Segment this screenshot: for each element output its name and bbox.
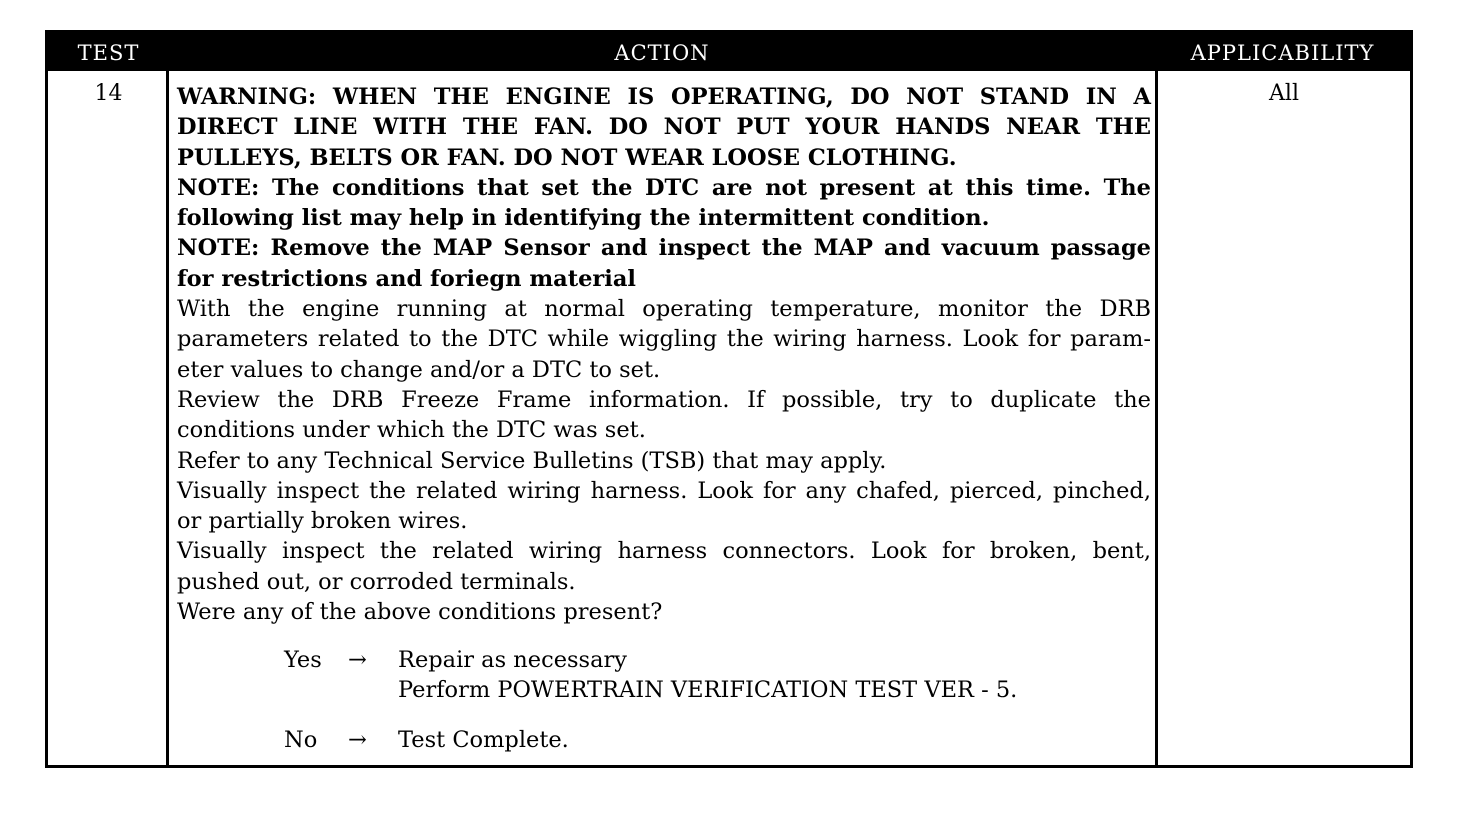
arrow-icon: →: [348, 727, 367, 753]
step-text: Refer to any Technical Service Bulletins (TSB) that may apply.: [177, 447, 887, 474]
answer-yes: [177, 645, 1151, 707]
applicability-value: All: [1269, 81, 1299, 106]
yes-action: Repair as necessary: [398, 647, 627, 673]
step-text: With the engine running at normal operating temperature, monitor the DRB parameters related to the DTC while wiggling the wiring harness. Look for parameter values to change and/or a DTC to set.: [177, 296, 1151, 383]
table-header: [48, 33, 1410, 71]
step-text: Visually inspect the related wiring harness connectors. Look for broken, bent, pushed out, or corroded terminals.: [177, 538, 1151, 595]
test-number: 14: [94, 81, 123, 106]
warning-text: WARNING: WHEN THE ENGINE IS OPERATING, DO NOT STAND IN A DIRECT LINE WITH THE FAN. DO NOT PUT YOUR HANDS NEAR THE PULLEYS, BELTS OR FAN. DO NOT WEAR LOOSE CLOTHING.: [177, 84, 1151, 171]
answer-no: [177, 725, 1151, 757]
step-text: Visually inspect the related wiring harness. Look for any chafed, pierced, pinched, or partially broken wires.: [177, 477, 1151, 535]
column-divider: [1155, 71, 1158, 765]
header-test: TEST: [77, 41, 140, 65]
column-divider: [166, 71, 169, 765]
arrow-icon: →: [348, 647, 367, 673]
header-action: ACTION: [614, 41, 710, 65]
yes-label: Yes: [284, 647, 322, 673]
yes-action: Perform POWERTRAIN VERIFICATION TEST VER - 5.: [398, 677, 1018, 703]
no-action: Test Complete.: [398, 727, 569, 753]
no-label: No: [284, 727, 318, 753]
question-text: Were any of the above conditions present?: [177, 599, 663, 626]
action-cell: [177, 82, 1151, 627]
step-text: Review the DRB Freeze Frame information. If possible, try to duplicate the conditions under which the DTC was set.: [177, 386, 1151, 444]
header-applicability: APPLICABILITY: [1190, 41, 1375, 65]
note-text: NOTE: The conditions that set the DTC are not present at this time. The following list may help in identifying the intermittent condition.: [177, 174, 1151, 232]
note-text: NOTE: Remove the MAP Sensor and inspect the MAP and vacuum passage for restrictions and foriegn material: [177, 235, 1151, 292]
diagnostic-test-table: [45, 30, 1413, 768]
